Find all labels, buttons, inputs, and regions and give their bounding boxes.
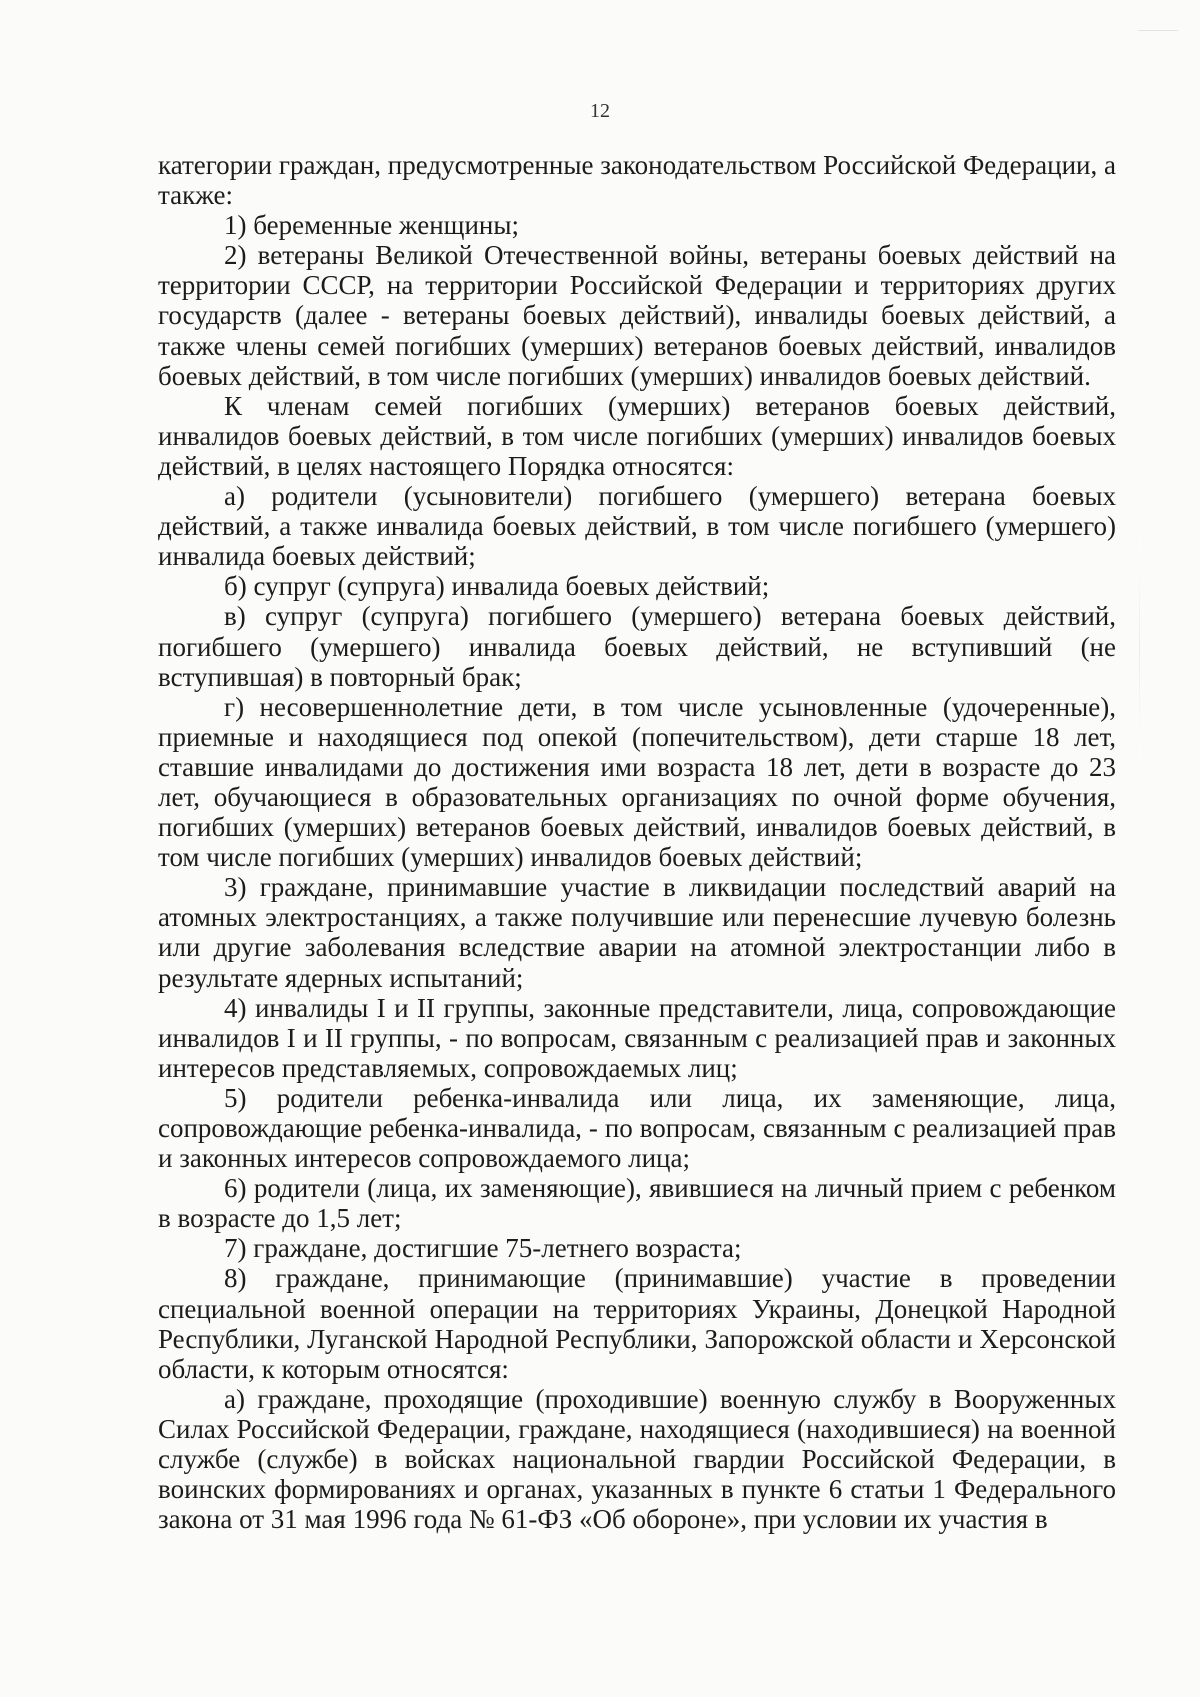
sub-list-item: в) супруг (супруга) погибшего (умершего) ветерана боевых действий, погибшего (умершего) инвалида боевых действий, не вступивший (не вступившая) в повторный брак; (158, 601, 1116, 692)
sub-list-item: а) граждане, проходящие (проходившие) военную службу в Вооруженных Силах Российской Федерации, граждане, находящиеся (находившиеся) на военной службе (службе) в войсках национальной гвардии Российской Федерации, в воинских формированиях и органах, указанных в пункте 6 статьи 1 Федерального закона от 31 мая 1996 года № 61-ФЗ «Об обороне», при условии их участия в (158, 1383, 1116, 1535)
sub-list-item: г) несовершеннолетние дети, в том числе усыновленные (удочеренные), приемные и находящиеся под опекой (попечительством), дети старше 18 лет, ставшие инвалидами до достижения ими возраста 18 лет, дети в возрасте до 23 лет, обучающиеся в образовательных организациях по очной форме обучения, погибших (умерших) ветеранов боевых действий, инвалидов боевых действий, в том числе погибших (умерших) инвалидов боевых действий; (158, 691, 1116, 873)
list-item: 1) беременные женщины; (224, 210, 519, 241)
paragraph: К членам семей погибших (умерших) ветеранов боевых действий, инвалидов боевых действий, в том числе погибших (умерших) инвалидов боевых действий, в целях настоящего Порядка относятся: (158, 390, 1116, 481)
list-item: 7) граждане, достигшие 75-летнего возраста; (224, 1233, 742, 1264)
sub-list-item: б) супруг (супруга) инвалида боевых действий; (224, 571, 770, 602)
body-text (158, 150, 1116, 1534)
list-item: 6) родители (лица, их заменяющие), явившиеся на личный прием с ребенком в возрасте до 1,5 лет; (158, 1173, 1116, 1234)
list-item: 4) инвалиды I и II группы, законные представители, лица, сопровождающие инвалидов I и II группы, - по вопросам, связанным с реализацией прав и законных интересов представляемых, сопровождаемых лиц; (158, 992, 1116, 1083)
list-item: 8) граждане, принимающие (принимавшие) участие в проведении специальной военной операции на территориях Украины, Донецкой Народной Республики, Луганской Народной Республики, Запорожской области и Херсонской области, к которым относятся: (158, 1263, 1116, 1384)
page-number: 12 (590, 100, 610, 122)
sub-list-item: а) родители (усыновители) погибшего (умершего) ветерана боевых действий, а также инвалида боевых действий, в том числе погибшего (умершего) инвалида боевых действий; (158, 481, 1116, 572)
scan-artifact (1138, 30, 1178, 31)
list-item: 5) родители ребенка-инвалида или лица, их заменяющие, лица, сопровождающие ребенка-инвалида, - по вопросам, связанным с реализацией прав и законных интересов сопровождаемого лица; (158, 1082, 1116, 1174)
list-item: 2) ветераны Великой Отечественной войны, ветераны боевых действий на территории СССР, на территории Российской Федерации и территориях других государств (далее - ветераны боевых действий), инвалиды боевых действий, а также члены семей погибших (умерших) ветеранов боевых действий, инвалидов боевых действий, в том числе погибших (умерших) инвалидов боевых действий. (158, 240, 1116, 391)
paragraph: категории граждан, предусмотренные законодательством Российской Федерации, а также: (158, 150, 1116, 211)
scan-artifact (1139, 540, 1140, 760)
list-item: 3) граждане, принимавшие участие в ликвидации последствий аварий на атомных электростанциях, а также получившие или перенесшие лучевую болезнь или другие заболевания вследствие аварии на атомной электростанции либо в результате ядерных испытаний; (158, 872, 1116, 993)
